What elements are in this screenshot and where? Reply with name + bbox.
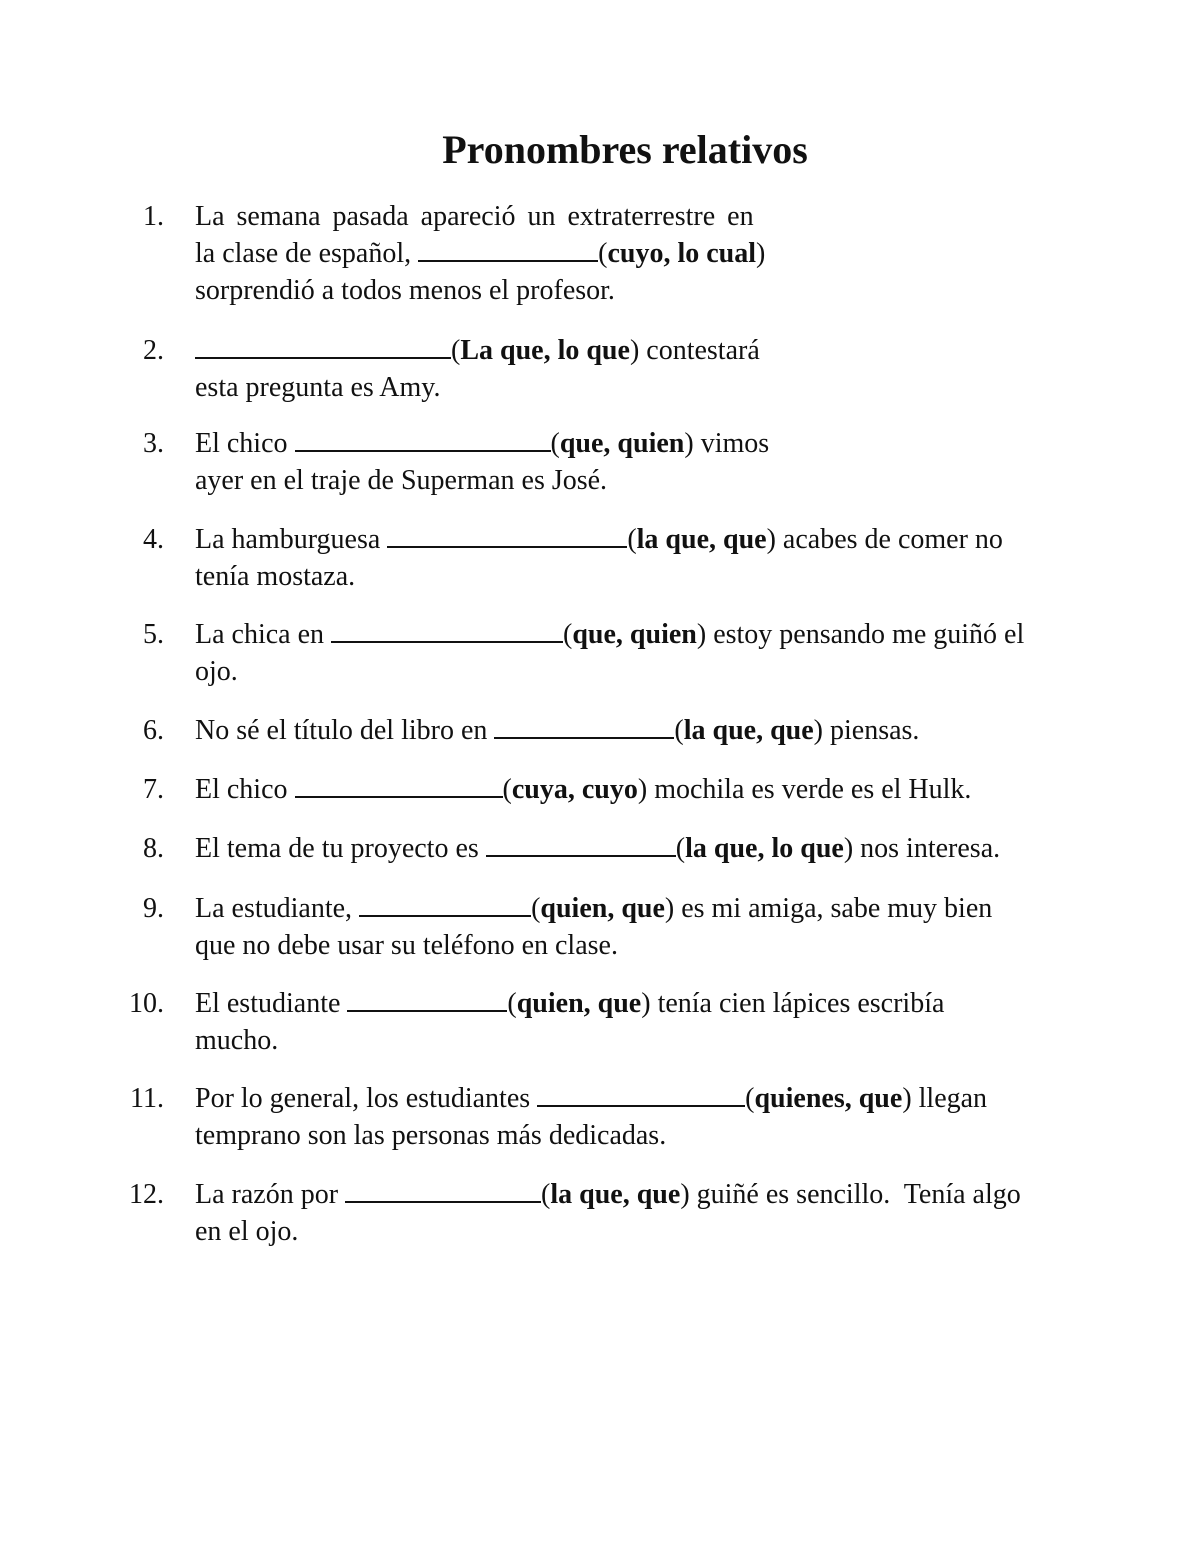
item-text: ojo.: [195, 656, 238, 687]
item-text: la clase de español,: [195, 238, 412, 269]
item-number: 3.: [143, 428, 164, 459]
item-number: 6.: [143, 715, 164, 746]
item-text: Por lo general, los estudiantes: [195, 1083, 531, 1114]
item-number: 7.: [143, 774, 164, 805]
item-text: La razón por: [195, 1179, 339, 1210]
item-number: 11.: [130, 1083, 164, 1114]
item-text-line-1: La razón por (la que, que) guiñé es sencillo. Tenía algo: [195, 1179, 1021, 1210]
answer-blank[interactable]: [494, 714, 674, 739]
item-number: 10.: [129, 988, 164, 1019]
answer-options: cuya, cuyo: [511, 774, 638, 805]
item-text: en el ojo.: [195, 1216, 299, 1247]
item-text-line-1: El tema de tu proyecto es (la que, lo que) nos interesa.: [195, 833, 1001, 864]
answer-blank[interactable]: [295, 773, 503, 798]
item-text-line-1: La chica en (que, quien) estoy pensando me guiñó el: [195, 619, 1025, 650]
item-text: El chico: [195, 774, 288, 805]
item-text: contestará: [646, 335, 760, 366]
item-text-line-1: El chico (cuya, cuyo) mochila es verde es el Hulk.: [195, 774, 972, 805]
answer-blank[interactable]: [359, 892, 531, 917]
item-text: es mi amiga, sabe muy bien: [681, 893, 993, 924]
answer-blank[interactable]: [387, 523, 627, 548]
item-text: nos interesa.: [860, 833, 1001, 864]
item-text: esta pregunta es Amy.: [195, 372, 441, 403]
answer-blank[interactable]: [195, 334, 451, 359]
answer-blank[interactable]: [537, 1082, 745, 1107]
item-text: La semana pasada apareció un extraterrestre en: [195, 201, 754, 232]
item-text: temprano son las personas más dedicadas.: [195, 1120, 667, 1151]
item-number: 1.: [143, 201, 164, 232]
item-text: La estudiante,: [195, 893, 353, 924]
item-text: que no debe usar su teléfono en clase.: [195, 930, 618, 961]
item-text: mochila es verde es el Hulk.: [654, 774, 972, 805]
item-text: La hamburguesa: [195, 524, 381, 555]
item-text: vimos: [700, 428, 770, 459]
item-text: llegan: [918, 1083, 988, 1114]
answer-options: quienes, que: [754, 1083, 903, 1114]
item-text-line-1: No sé el título del libro en (la que, que) piensas.: [195, 715, 920, 746]
item-text: El estudiante: [195, 988, 341, 1019]
item-text: ayer en el traje de Superman es José.: [195, 465, 608, 496]
item-number: 5.: [143, 619, 164, 650]
answer-options: la que, que: [636, 524, 767, 555]
item-text-line-1: (La que, lo que) contestará: [195, 332, 760, 369]
item-text: acabes de comer no: [782, 524, 1003, 555]
answer-options: cuyo, lo cual: [607, 238, 757, 269]
item-number: 2.: [143, 335, 164, 366]
item-text: sorprendió a todos menos el profesor.: [195, 275, 615, 306]
item-text: mucho.: [195, 1025, 279, 1056]
page-title: Pronombres relativos: [442, 127, 808, 172]
answer-blank[interactable]: [331, 618, 563, 643]
answer-blank[interactable]: [295, 427, 551, 452]
item-text-line-1: Por lo general, los estudiantes (quienes, que) llegan: [195, 1083, 988, 1114]
answer-options: que, quien: [572, 619, 697, 650]
item-text-line-1: La estudiante, (quien, que) es mi amiga, sabe muy bien: [195, 893, 993, 924]
answer-options: la que, lo que: [685, 833, 844, 864]
item-text: El tema de tu proyecto es: [195, 833, 479, 864]
item-text: No sé el título del libro en: [195, 715, 488, 746]
answer-options: La que, lo que: [460, 335, 630, 366]
item-number: 8.: [143, 833, 164, 864]
item-text-line-2: la clase de español, (cuyo, lo cual): [195, 238, 766, 269]
answer-blank[interactable]: [418, 237, 598, 262]
item-text: piensas.: [829, 715, 920, 746]
answer-blank[interactable]: [486, 832, 676, 857]
item-number: 4.: [143, 524, 164, 555]
item-text-line-1: El chico (que, quien) vimos: [195, 428, 770, 459]
item-text: tenía cien lápices escribía: [657, 988, 945, 1019]
item-text: La chica en: [195, 619, 325, 650]
answer-blank[interactable]: [345, 1178, 541, 1203]
answer-options: la que, que: [550, 1179, 681, 1210]
item-text-line-1: La hamburguesa (la que, que) acabes de comer no: [195, 524, 1003, 555]
answer-options: que, quien: [559, 428, 685, 459]
answer-options: quien, que: [540, 893, 665, 924]
item-number: 12.: [129, 1179, 164, 1210]
item-text: tenía mostaza.: [195, 561, 356, 592]
item-number: 9.: [143, 893, 164, 924]
item-text: estoy pensando me guiñó el: [713, 619, 1025, 650]
answer-options: quien, que: [516, 988, 642, 1019]
item-text: guiñé es sencillo. Tenía algo: [696, 1179, 1021, 1210]
item-text-line-1: El estudiante (quien, que) tenía cien lápices escribía: [195, 988, 945, 1019]
answer-blank[interactable]: [347, 987, 507, 1012]
item-text: El chico: [195, 428, 288, 459]
answer-options: la que, que: [683, 715, 814, 746]
